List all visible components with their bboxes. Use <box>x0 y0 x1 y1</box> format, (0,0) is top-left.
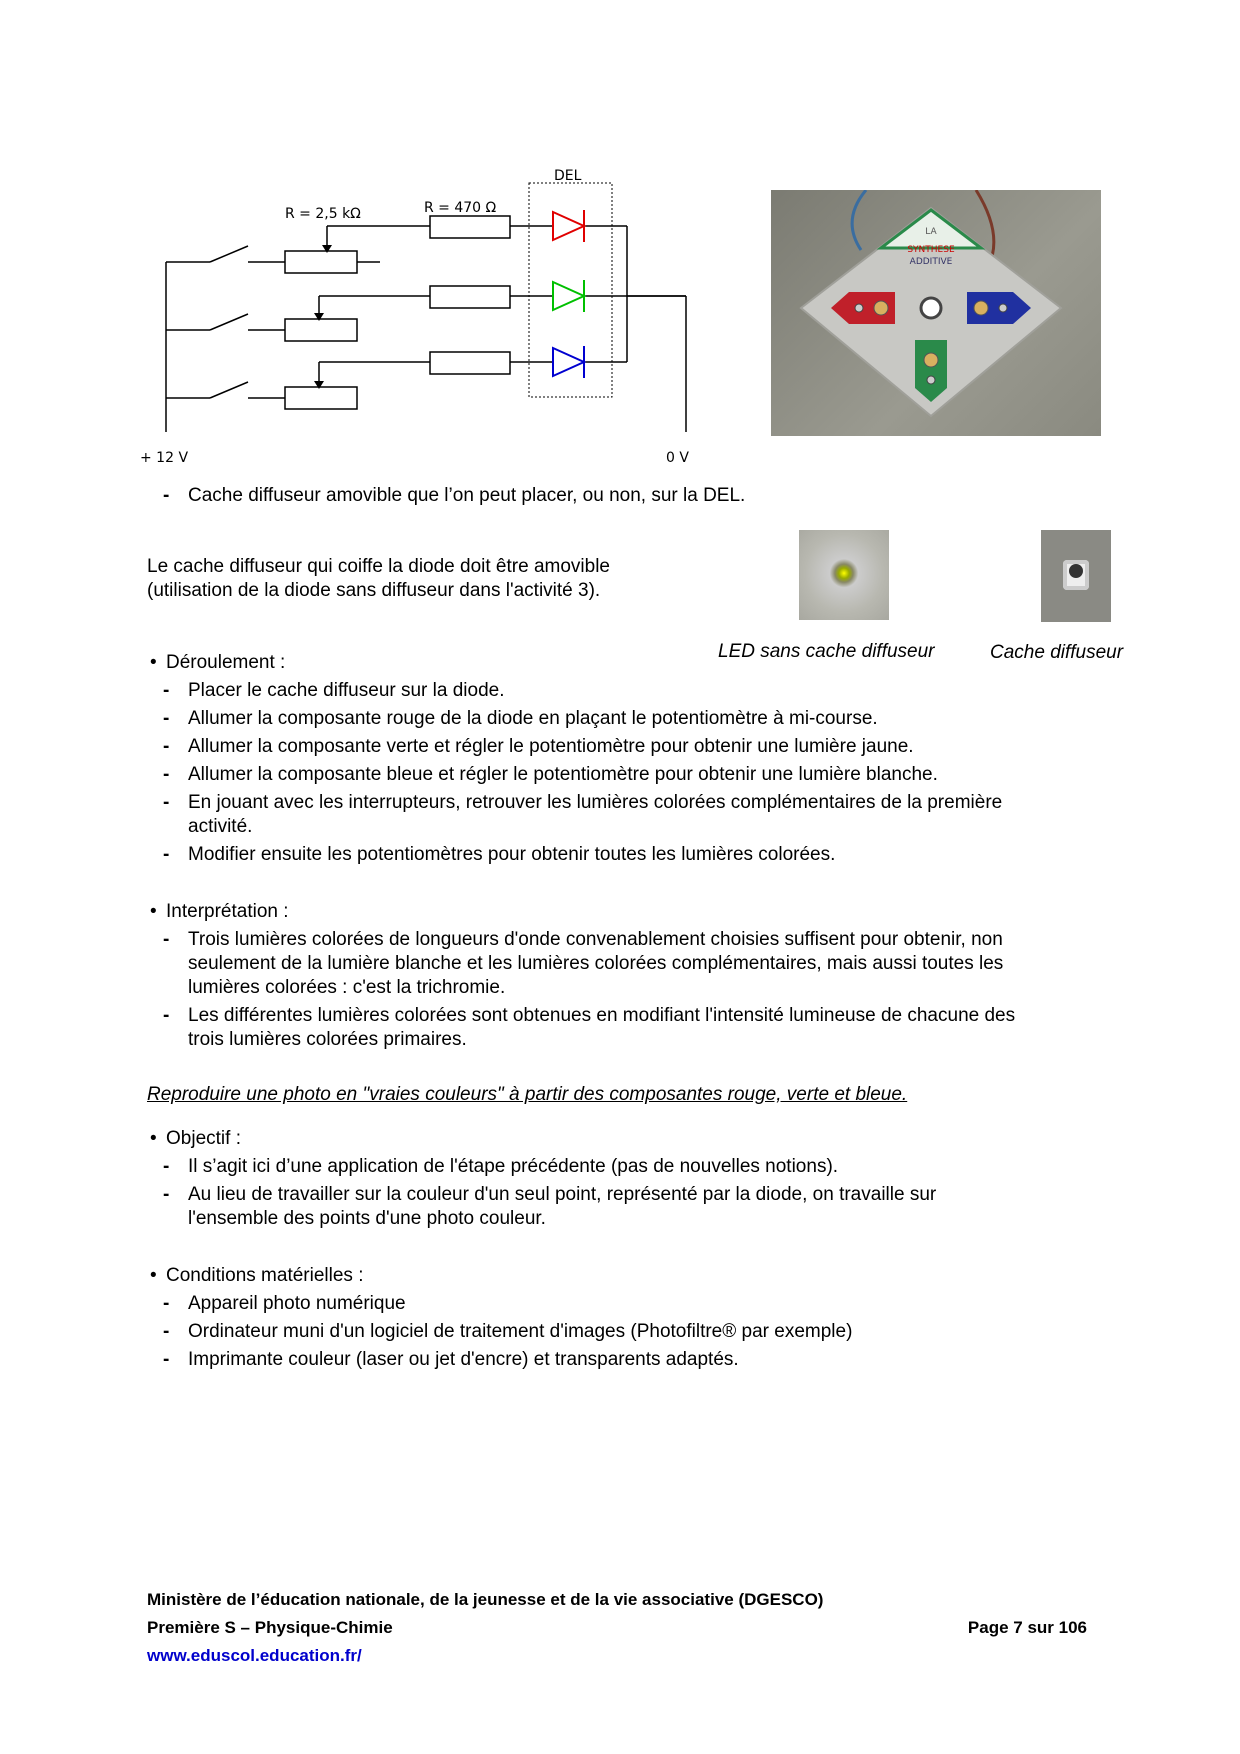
device-photo <box>771 190 1101 436</box>
list-item: - Placer le cache diffuseur sur la diode. <box>163 680 505 701</box>
list-item: - Il s’agit ici d’une application de l'étape précédente (pas de nouvelles notions). <box>163 1156 839 1177</box>
section-heading: Reproduire une photo en "vraies couleurs" à partir des composantes rouge, verte et bleue. <box>147 1084 908 1105</box>
list-item: - Appareil photo numérique <box>163 1293 406 1314</box>
label-plus-12v: + 12 V <box>140 450 189 466</box>
cache-photo <box>1041 530 1111 622</box>
circuit-diagram <box>130 155 710 475</box>
footer-page-number: Page 7 sur 106 <box>967 1618 1087 1637</box>
deroulement-list <box>163 679 1023 871</box>
caption-cache: Cache diffuseur <box>990 642 1124 663</box>
list-item: - Allumer la composante verte et régler le potentiomètre pour obtenir une lumière jaune. <box>163 736 914 757</box>
led-blue <box>553 346 584 378</box>
interpretation-list <box>163 928 1023 1056</box>
list-item: - Les différentes lumières colorées sont obtenues en modifiant l'intensité lumineuse de chacune des trois lumières colorées primaires. <box>163 1005 1016 1050</box>
label-r-fixed: R = 470 Ω <box>424 200 497 216</box>
conditions-list <box>163 1292 1023 1376</box>
device-title-line1: LA <box>925 227 937 237</box>
led-photo <box>799 530 889 620</box>
objectif-list <box>163 1155 1023 1235</box>
list-item: - Modifier ensuite les potentiomètres pour obtenir toutes les lumières colorées. <box>163 844 836 865</box>
footer-course: Première S – Physique-Chimie <box>147 1618 393 1637</box>
label-del: DEL <box>554 168 582 184</box>
list-item: - Au lieu de travailler sur la couleur d'un seul point, représenté par la diode, on travaille sur l'ensemble des points d'une photo couleur. <box>163 1184 937 1229</box>
section-conditions-title: • Conditions matérielles : <box>150 1265 364 1286</box>
label-0v: 0 V <box>666 450 689 466</box>
section-objectif-title: • Objectif : <box>150 1128 241 1149</box>
list-item: - Ordinateur muni d'un logiciel de traitement d'images (Photofiltre® par exemple) <box>163 1321 853 1342</box>
cache-list <box>163 484 745 512</box>
list-item: - Trois lumières colorées de longueurs d'onde convenablement choisies suffisent pour obtenir, non seulement de la lumière blanche et les lumières colorées complémentaires, mais aussi toutes les lumières colorées : c'est la trichromie. <box>163 929 1004 998</box>
list-item: - Allumer la composante rouge de la diode en plaçant le potentiomètre à mi-course. <box>163 708 878 729</box>
led-green <box>553 280 584 312</box>
footer-url-link[interactable]: www.eduscol.education.fr/ <box>147 1646 362 1665</box>
paragraph-line: Le cache diffuseur qui coiffe la diode doit être amovible <box>147 556 610 577</box>
caption-led: LED sans cache diffuseur <box>718 641 935 662</box>
device-title-line3: ADDITIVE <box>909 257 953 267</box>
device-title-line2: SYNTHESE <box>907 245 955 255</box>
cache-paragraph <box>147 555 707 603</box>
label-r-pot: R = 2,5 kΩ <box>285 206 361 222</box>
footer <box>147 1586 1087 1670</box>
footer-ministry: Ministère de l’éducation nationale, de la jeunesse et de la vie associative (DGESCO) <box>147 1590 824 1609</box>
list-item: - Cache diffuseur amovible que l’on peut placer, ou non, sur la DEL. <box>163 485 746 506</box>
paragraph-line: (utilisation de la diode sans diffuseur dans l'activité 3). <box>147 580 601 601</box>
section-deroulement-title: • Déroulement : <box>150 652 286 673</box>
list-item: - Allumer la composante bleue et régler le potentiomètre pour obtenir une lumière blanche. <box>163 764 938 785</box>
list-item: - Imprimante couleur (laser ou jet d'encre) et transparents adaptés. <box>163 1349 739 1370</box>
led-red <box>553 210 584 242</box>
list-item: - En jouant avec les interrupteurs, retrouver les lumières colorées complémentaires de la première activité. <box>163 792 1003 837</box>
section-interpretation-title: • Interprétation : <box>150 901 289 922</box>
